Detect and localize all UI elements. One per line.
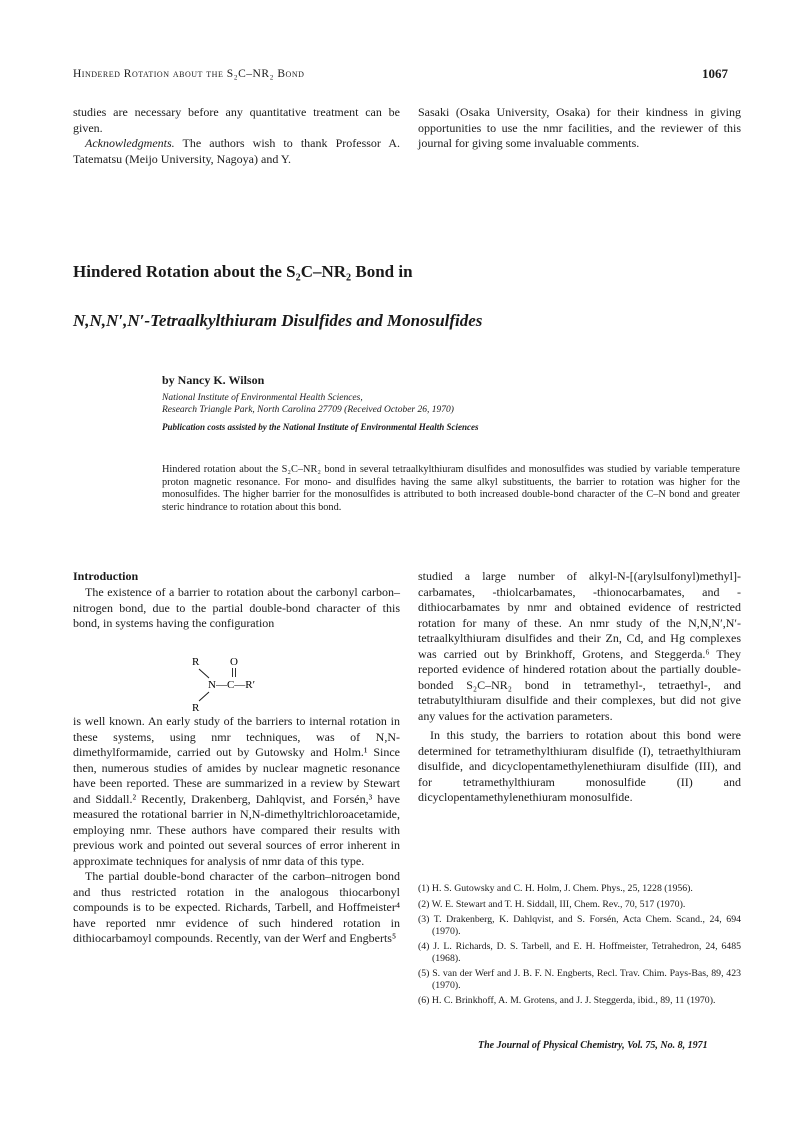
abstract: Hindered rotation about the S₂C–NR₂ bond in several tetraalkylthiuram disulfides and monosulfides was studied by variable temperature proton magnetic resonance. For mono- and disulfides having the same alkyl substituents, the barrier to rotation was higher for the monosulfides. The higher barrier for the monosulfides is attributed to both increased double-bond character of the C–N bond and greater steric hindrance to rotation about this bond. <box>162 464 740 513</box>
intro-right-para1: studied a large number of alkyl-N-[(arylsulfonyl)methyl]-carbamates, -thiolcarbamates, -thionocarbamates, and -dithiocarbamates by nmr and obtained evidence of restricted rotation for many of these. An nmr study of the N,N,N′,N′-tetraalkylthiuram disulfides and their Zn, Cd, and Hg complexes was carried out by Brinkhoff, Grotens, and Steggerda.⁶ They reported evidence of hindered rotation about the partially double-bonded S₂C–NR₂ bond in tetramethyl-, tetraethyl-, and tetrabutylthiuram disulfide and their complexes, but did not give any values for the activation parameters. <box>418 569 741 723</box>
bond-r-n-bottom <box>199 692 209 701</box>
reference-item: (3) T. Drakenberg, K. Dahlqvist, and S. Forsén, Acta Chem. Scand., 24, 694 (1970). <box>418 914 741 937</box>
publication-costs-note: Publication costs assisted by the National Institute of Environmental Health Sciences <box>162 422 479 432</box>
bond-r-n-top <box>199 669 209 678</box>
prev-article-right-column <box>418 105 741 152</box>
structure-oxygen: O <box>230 656 238 668</box>
running-header-title: Hindered Rotation about the S₂C–NR₂ Bond <box>73 68 305 80</box>
intro-para2: The partial double-bond character of the carbon–nitrogen bond and thus restricted rotation in the analogous thiocarbonyl compounds is to be expected. Richards, Tarbell, and Hoffmeister⁴ have reported nmr evidence of such hindered rotation in dithiocarbamoyl compounds. Recently, van der Werf and Engberts⁵ <box>73 869 400 945</box>
article-title-line1: Hindered Rotation about the S₂C–NR₂ Bond in <box>73 262 413 281</box>
ack-label: Acknowledgments. <box>85 136 175 150</box>
structure-r-bottom: R <box>192 702 200 713</box>
page-number: 1067 <box>702 66 728 81</box>
reference-item: (1) H. S. Gutowsky and C. H. Holm, J. Chem. Phys., 25, 1228 (1956). <box>418 883 693 894</box>
reference-item: (5) S. van der Werf and J. B. F. N. Engberts, Recl. Trav. Chim. Pays-Bas, 89, 423 (1970). <box>418 968 741 991</box>
author-byline: by Nancy K. Wilson <box>162 373 265 387</box>
author-affiliation <box>162 393 454 416</box>
introduction-heading: Introduction <box>73 569 139 583</box>
references-list <box>418 883 741 1011</box>
prev-article-left-column <box>73 105 400 167</box>
intro-right-column <box>418 569 741 806</box>
reference-item: (4) J. L. Richards, D. S. Tarbell, and E. H. Hoffmeister, Tetrahedron, 24, 6485 (1968). <box>418 941 741 964</box>
structure-r-top: R <box>192 656 200 668</box>
reference-item: (6) H. C. Brinkhoff, A. M. Grotens, and J. J. Steggerda, ibid., 89, 11 (1970). <box>418 995 716 1006</box>
intro-para1-continued: is well known. An early study of the barriers to internal rotation in these systems, using nmr techniques, was of N,N-dimethylformamide, carried out by Gutowsky and Holm.¹ Since then, numerous studies of amides by nuclear magnetic resonance have been reported. These are summarized in a review by Stewart and Siddall.² Recently, Drakenberg, Dahlqvist, and Forsén,³ have measured the rotational barrier in N,N-dimethyltrichloroacetamide, employing nmr. These authors have compared their results with previous work and pointed out several sources of error inherent in approximate techniques for analysis of nmr data of this type. <box>73 714 400 868</box>
affiliation-line2: Research Triangle Park, North Carolina 27709 (Received October 26, 1970) <box>162 404 454 415</box>
reference-item: (2) W. E. Stewart and T. H. Siddall, III, Chem. Rev., 70, 517 (1970). <box>418 898 686 910</box>
intro-left-column-continued <box>73 714 400 947</box>
prev-article-text: studies are necessary before any quantitative treatment can be given. <box>73 105 400 135</box>
acknowledgments <box>73 136 400 167</box>
intro-right-para2: In this study, the barriers to rotation about this bond were determined for tetramethylthiuram disulfide (I), tetraethylthiuram disulfide, and dicyclopentamethylenethiuram disulfide (III), and for tetramethylthiuram monosulfide (II) and dicyclopentamethylenethiuram monosulfide. <box>418 728 741 804</box>
article-title-line2-text: N,N,N′,N′-Tetraalkylthiuram Disulfides and Monosulfides <box>73 311 483 330</box>
prev-article-right-text: Sasaki (Osaka University, Osaka) for their kindness in giving opportunities to use the nmr facilities, and the reviewer of this journal for giving some invaluable comments. <box>418 105 741 150</box>
structure-n-c-r: N—C—R′ <box>208 679 256 691</box>
intro-para1-text: The existence of a barrier to rotation about the carbonyl carbon–nitrogen bond, due to the partial double-bond character of this bond, in systems having the configuration <box>73 585 400 630</box>
intro-paragraph-1-start <box>73 585 400 632</box>
amide-structure-diagram <box>190 655 300 713</box>
ack-text: The authors wish to thank Professor A. Tatematsu (Meijo University, Nagoya) and Y. <box>73 136 400 166</box>
article-title-line2 <box>73 311 753 331</box>
affiliation-line1: National Institute of Environmental Health Sciences, <box>162 393 363 403</box>
journal-footer: The Journal of Physical Chemistry, Vol. 75, No. 8, 1971 <box>478 1040 708 1051</box>
